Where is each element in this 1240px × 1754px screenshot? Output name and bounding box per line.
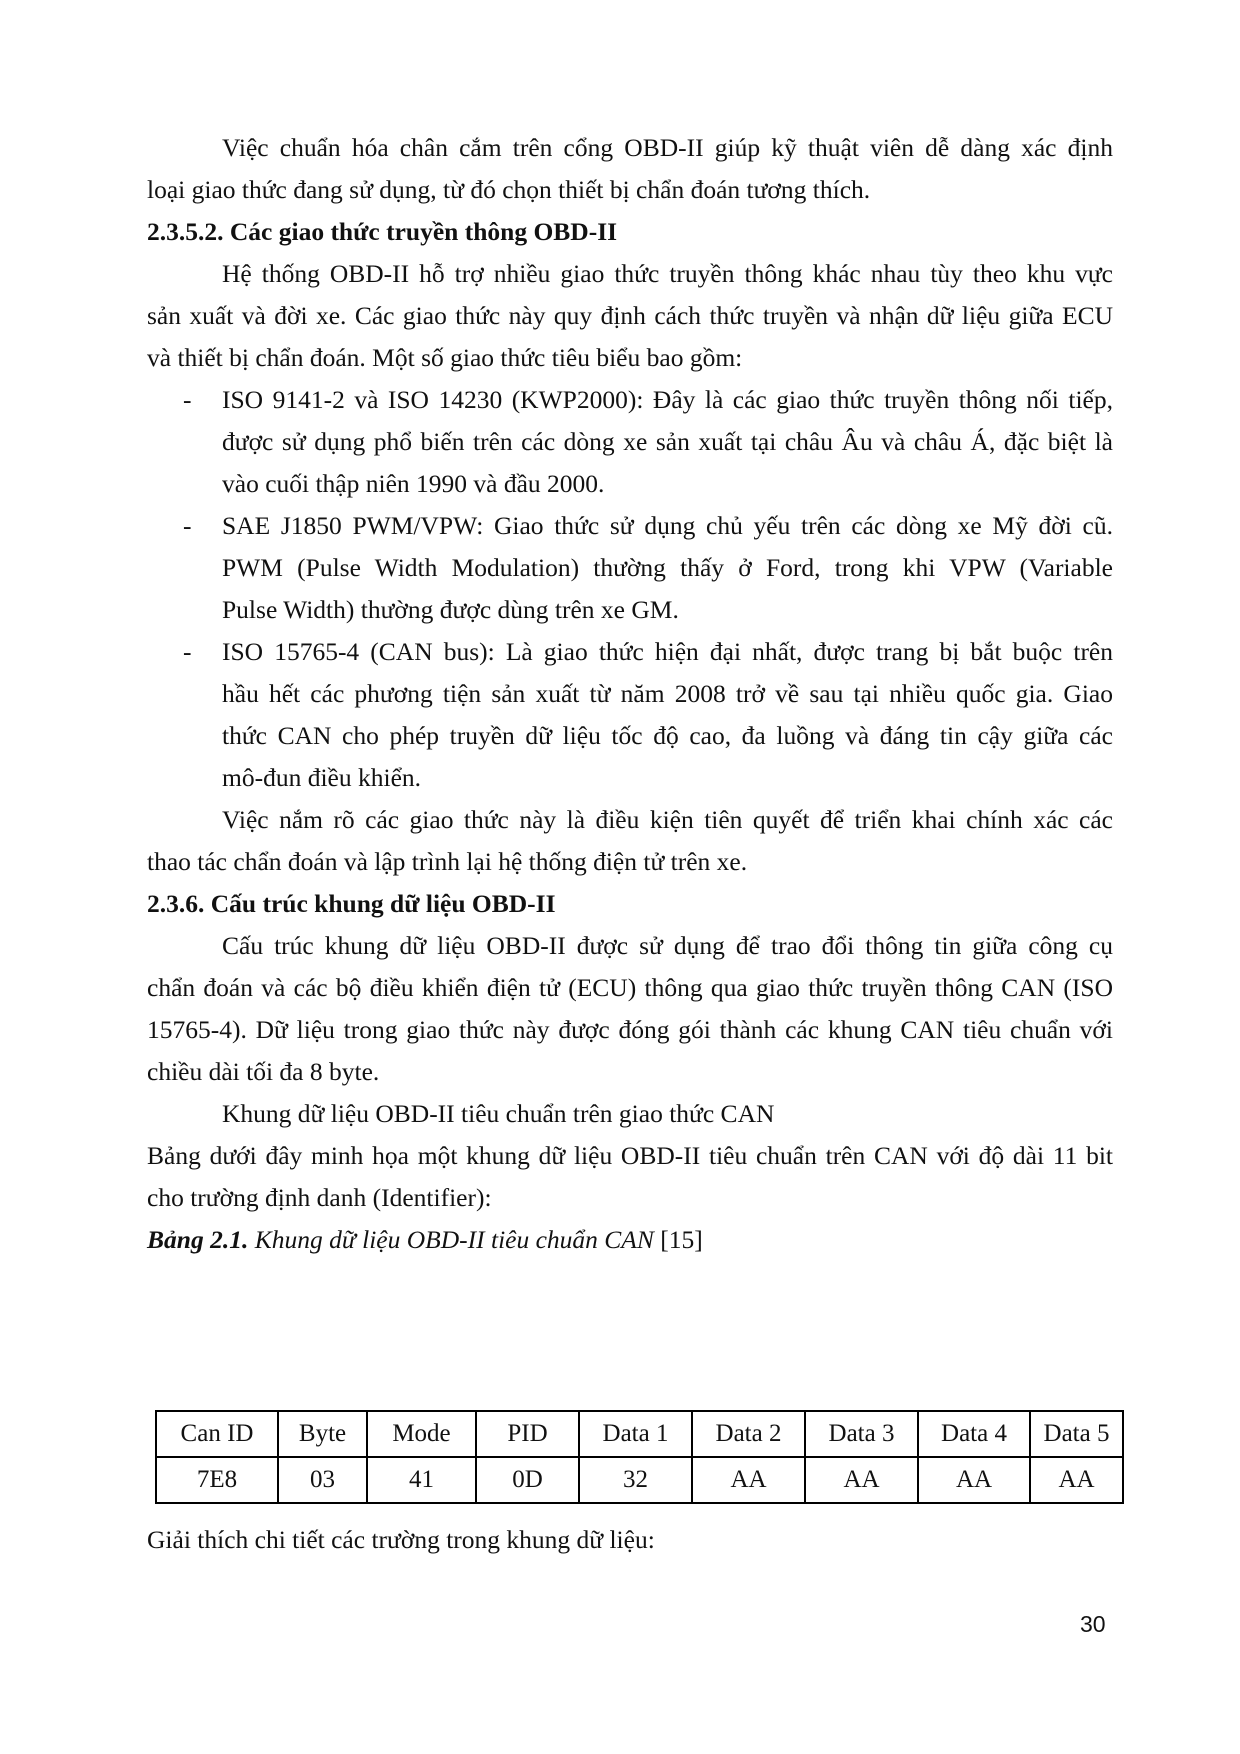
bullet-dash: - (183, 637, 192, 666)
paragraph-line: loại giao thức đang sử dụng, từ đó chọn thiết bị chẩn đoán tương thích. (147, 175, 871, 204)
table-header-cell: Byte (278, 1411, 367, 1457)
table-header-cell: Can ID (156, 1411, 278, 1457)
table-header-row (156, 1411, 1123, 1457)
section-heading-2-3-6: 2.3.6. Cấu trúc khung dữ liệu OBD-II (147, 889, 556, 918)
paragraph-line: Việc nắm rõ các giao thức này là điều kiện tiên quyết để triển khai chính xác các (222, 805, 1113, 834)
table-header-cell: Data 3 (805, 1411, 918, 1457)
paragraph-line: và thiết bị chẩn đoán. Một số giao thức tiêu biểu bao gồm: (147, 343, 743, 372)
table-cell: AA (805, 1457, 918, 1503)
paragraph-line: cho trường định danh (Identifier): (147, 1183, 492, 1212)
table-cell: AA (1030, 1457, 1123, 1503)
table-header-cell: PID (476, 1411, 579, 1457)
bullet-line: ISO 9141-2 và ISO 14230 (KWP2000): Đây là các giao thức truyền thông nối tiếp, (222, 385, 1113, 414)
table-header-cell: Data 5 (1030, 1411, 1123, 1457)
page-number: 30 (1080, 1611, 1106, 1637)
table-cell: 7E8 (156, 1457, 278, 1503)
section-heading-2-3-5-2: 2.3.5.2. Các giao thức truyền thông OBD-II (147, 217, 618, 246)
table-caption-label: Bảng 2.1. (147, 1225, 249, 1254)
table-cell: 03 (278, 1457, 367, 1503)
table-header-cell: Data 1 (579, 1411, 692, 1457)
table-cell: 41 (367, 1457, 476, 1503)
table-cell: AA (692, 1457, 805, 1503)
table-caption-ref: [15] (660, 1225, 703, 1254)
table-caption (147, 1225, 1113, 1255)
bullet-line: ISO 15765-4 (CAN bus): Là giao thức hiện đại nhất, được trang bị bắt buộc trên (222, 637, 1113, 666)
bullet-line: Pulse Width) thường được dùng trên xe GM. (222, 595, 679, 624)
bullet-line: thức CAN cho phép truyền dữ liệu tốc độ cao, đa luồng và đáng tin cậy giữa các (222, 721, 1113, 750)
paragraph-line: Việc chuẩn hóa chân cắm trên cổng OBD-II giúp kỹ thuật viên dễ dàng xác định (222, 133, 1113, 162)
bullet-line: PWM (Pulse Width Modulation) thường thấy ở Ford, trong khi VPW (Variable (222, 553, 1113, 582)
table-cell: 32 (579, 1457, 692, 1503)
bullet-line: vào cuối thập niên 1990 và đầu 2000. (222, 469, 605, 498)
bullet-dash: - (183, 385, 192, 414)
table-header-cell: Mode (367, 1411, 476, 1457)
table-caption-text: Khung dữ liệu OBD-II tiêu chuẩn CAN (248, 1225, 661, 1254)
bullet-line: được sử dụng phổ biến trên các dòng xe sản xuất tại châu Âu và châu Á, đặc biệt là (222, 427, 1113, 456)
can-frame-table (155, 1410, 1124, 1504)
paragraph-line: thao tác chẩn đoán và lập trình lại hệ thống điện tử trên xe. (147, 847, 748, 876)
table-row (156, 1457, 1123, 1503)
paragraph-line: sản xuất và đời xe. Các giao thức này quy định cách thức truyền và nhận dữ liệu giữa ECU (147, 301, 1113, 330)
bullet-line: hầu hết các phương tiện sản xuất từ năm 2008 trở về sau tại nhiều quốc gia. Giao (222, 679, 1113, 708)
bullet-line: mô-đun điều khiển. (222, 763, 422, 792)
table-cell: AA (918, 1457, 1030, 1503)
table-header-cell: Data 2 (692, 1411, 805, 1457)
bullet-line: SAE J1850 PWM/VPW: Giao thức sử dụng chủ yếu trên các dòng xe Mỹ đời cũ. (222, 511, 1113, 540)
paragraph-line: Cấu trúc khung dữ liệu OBD-II được sử dụng để trao đổi thông tin giữa công cụ (222, 931, 1113, 960)
bullet-dash: - (183, 511, 192, 540)
table-header-cell: Data 4 (918, 1411, 1030, 1457)
paragraph-line: 15765-4). Dữ liệu trong giao thức này được đóng gói thành các khung CAN tiêu chuẩn với (147, 1015, 1113, 1044)
paragraph-line: Giải thích chi tiết các trường trong khung dữ liệu: (147, 1525, 655, 1554)
paragraph-line: Hệ thống OBD-II hỗ trợ nhiều giao thức truyền thông khác nhau tùy theo khu vực (222, 259, 1113, 288)
paragraph-line: chiều dài tối đa 8 byte. (147, 1057, 380, 1086)
table-cell: 0D (476, 1457, 579, 1503)
paragraph-line: Khung dữ liệu OBD-II tiêu chuẩn trên giao thức CAN (222, 1099, 775, 1128)
paragraph-line: chẩn đoán và các bộ điều khiển điện tử (ECU) thông qua giao thức truyền thông CAN (ISO (147, 973, 1113, 1002)
paragraph-line: Bảng dưới đây minh họa một khung dữ liệu OBD-II tiêu chuẩn trên CAN với độ dài 11 bit (147, 1141, 1113, 1170)
